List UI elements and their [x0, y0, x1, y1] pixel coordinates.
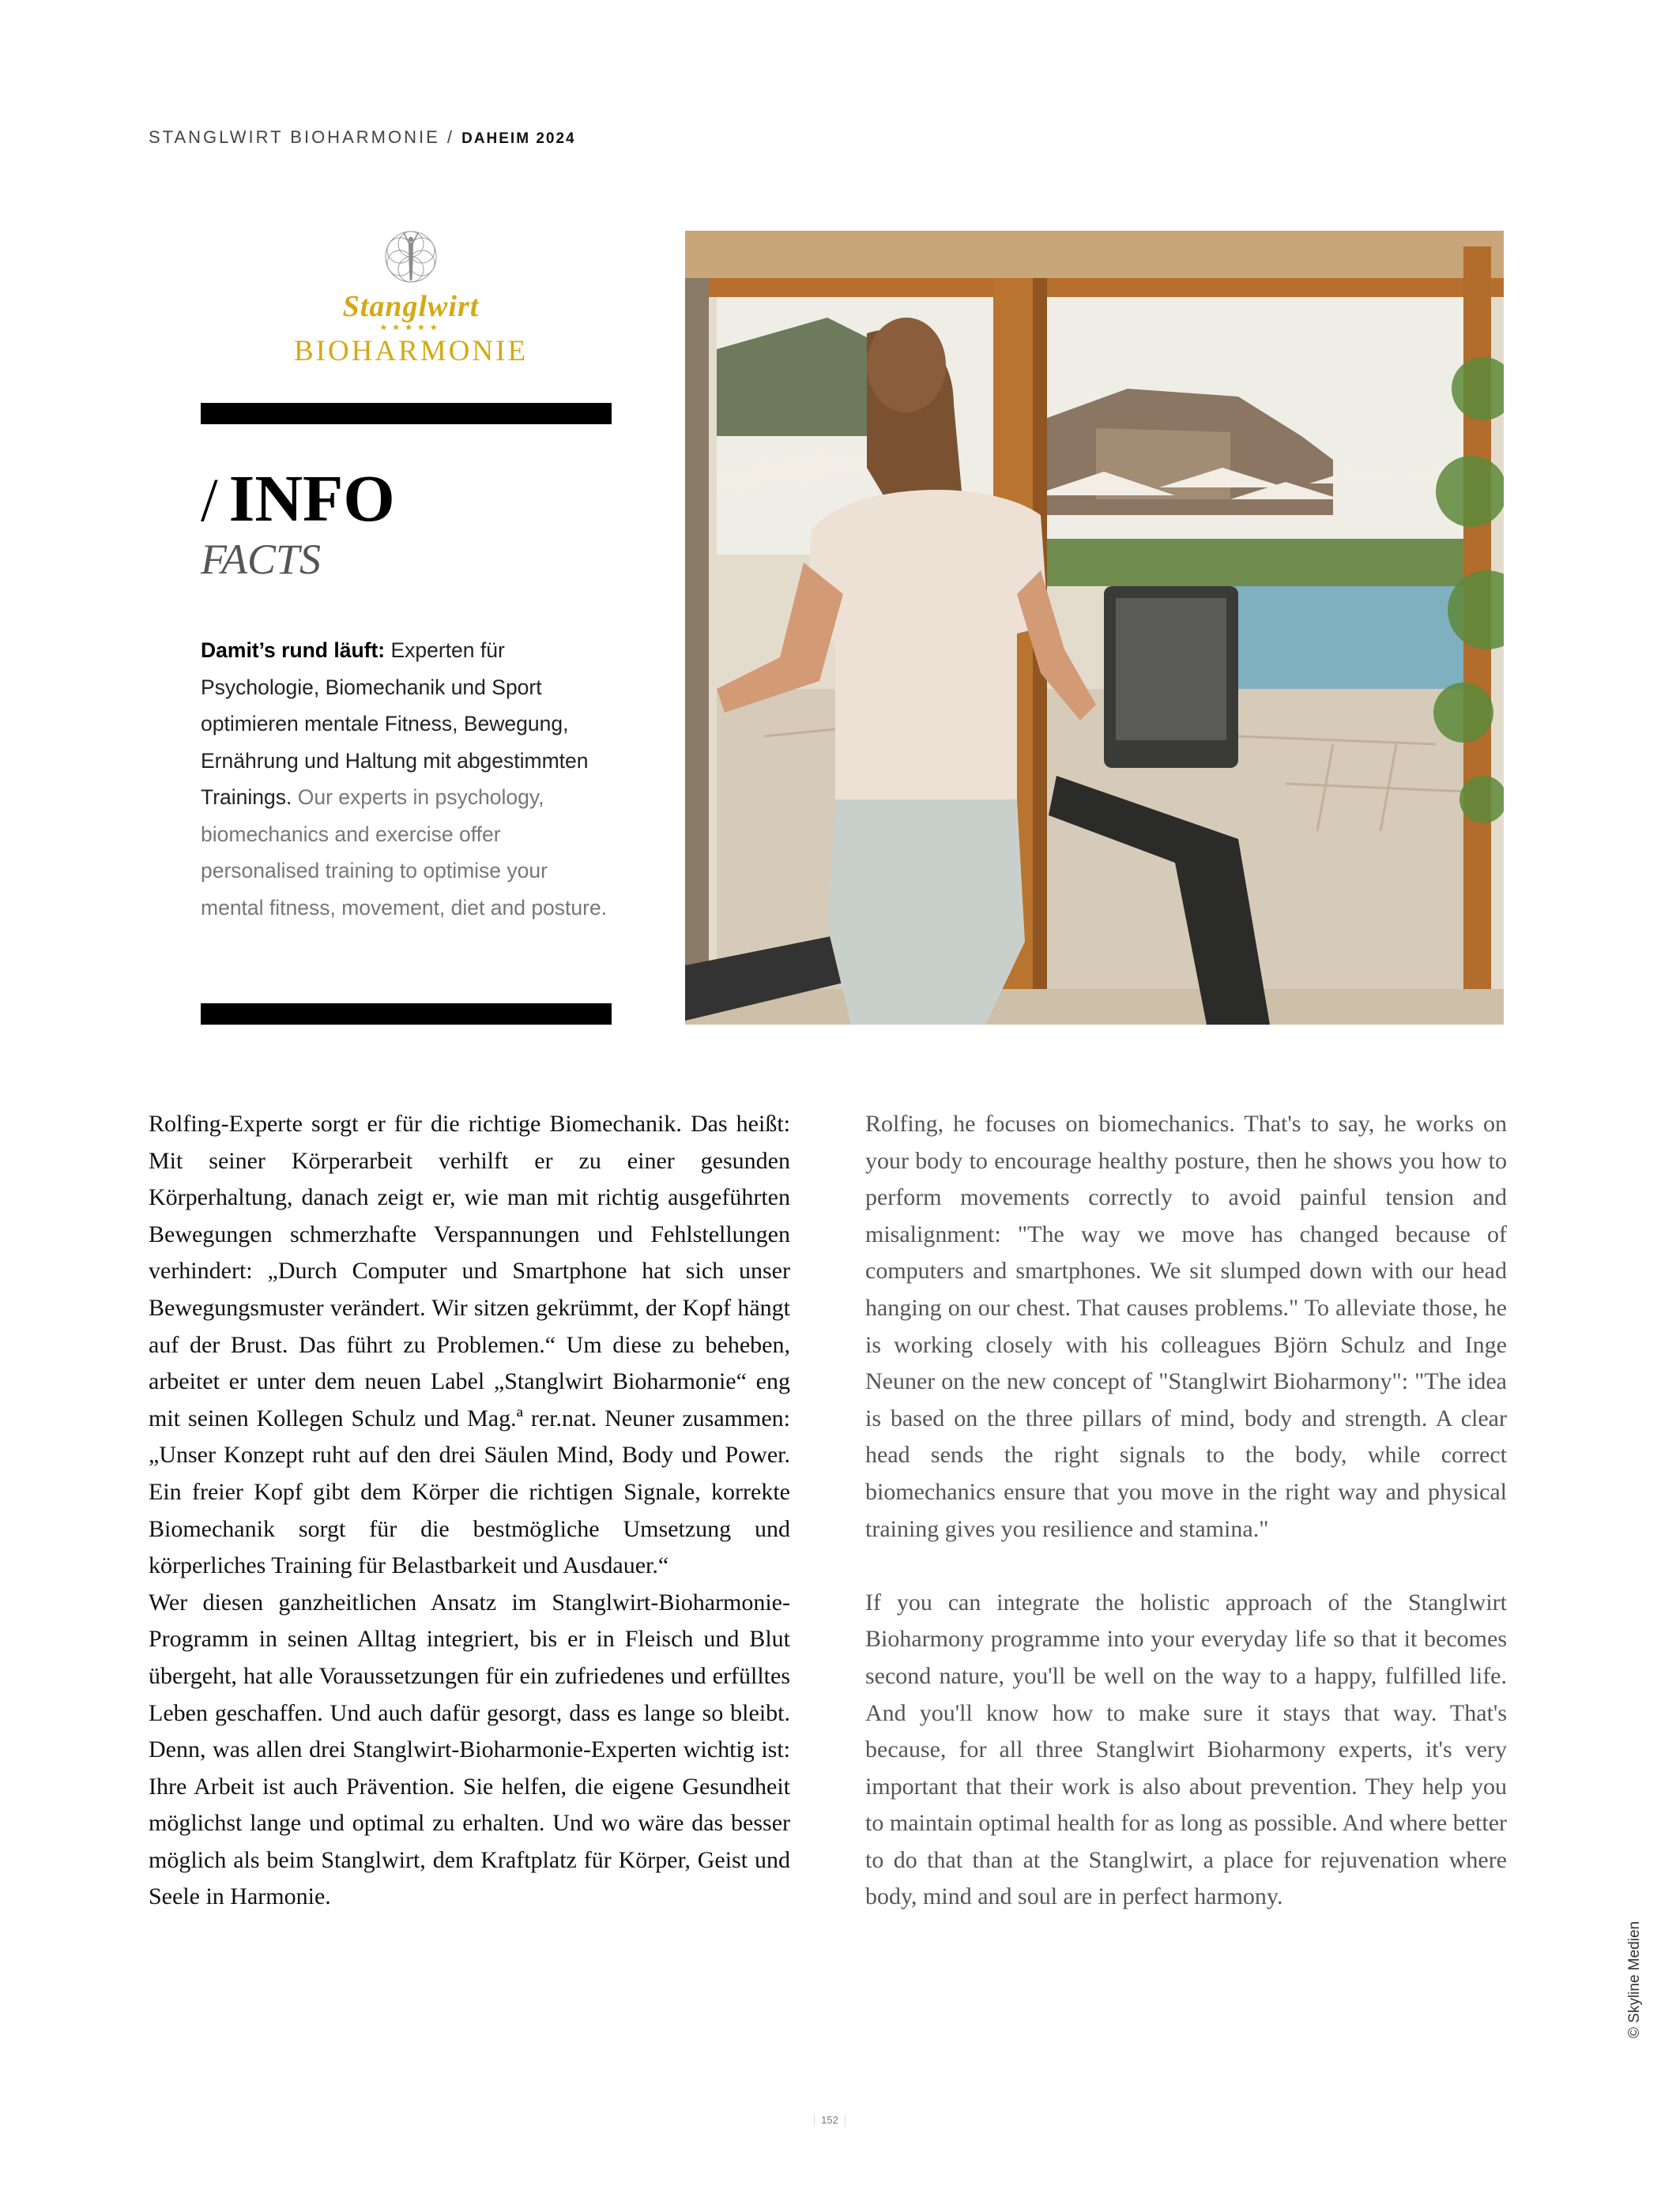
running-head	[149, 127, 576, 148]
logo-wordmark: BIOHARMONIE	[293, 335, 529, 367]
info-title-slash: /	[201, 465, 218, 534]
running-head-section: STANGLWIRT BIOHARMONIE	[149, 127, 440, 147]
article-paragraph-en-2: If you can integrate the holistic approach of the Stanglwirt Bioharmony programme into your everyday life so that it becomes second nature, you'll be well on the way to a happy, fulfilled life. And you'll know how to make sure it stays that way. That's because, for all three Stanglwirt Bioharmony experts, it's very important that their work is also about prevention. They help you to maintain optimal health for as long as possible. And where better to do that than at the Stanglwirt, a place for rejuvenation where body, mind and soul are in perfect harmony.	[865, 1589, 1507, 1910]
photo-illustration	[685, 231, 1504, 1025]
info-title	[201, 462, 395, 536]
stanglwirt-bioharmonie-logo	[269, 229, 553, 371]
info-box-bottom-rule	[201, 1003, 612, 1025]
info-box-top-rule	[201, 403, 612, 424]
info-text-de: Experten für Psychologie, Biomechanik und Sport optimieren mentale Fitness, Bewegung, Ernährung und Haltung mit abgestimmten Trainings.	[201, 638, 589, 809]
logo-stars: ★★★★★	[379, 323, 443, 333]
info-subtitle: FACTS	[201, 536, 322, 583]
info-text-en: Our experts in psychology, biomechanics and exercise offer personalised training to optimise your mental fitness, movement, diet and posture.	[201, 785, 608, 920]
article-paragraph-en-1: Rolfing, he focuses on biomechanics. That's to say, he works on your body to encourage healthy posture, then he shows you how to perform movements correctly to avoid painful tension and misalignment: "The way we move has changed because of computers and smartphones. We sit slumped down with our head hanging on our chest. That causes problems." To alleviate those, he is working closely with his colleagues Björn Schulz and Inge Neuner on the new concept of "Stanglwirt Bioharmony": "The idea is based on the three pillars of mind, body and strength. A clear head sends the right signals to the body, while correct biomechanics ensure that you move in the right way and physical training gives you resilience and stamina."	[865, 1111, 1507, 1542]
logo-script-name: Stanglwirt	[342, 290, 480, 323]
vitruvian-emblem-icon	[383, 229, 439, 284]
article-column-german	[149, 1106, 790, 1916]
article-paragraph-de-1: Rolfing-Experte sorgt er für die richtige Biomechanik. Das heißt: Mit seiner Körperarbeit verhilft er zu einer gesunden Körperhaltung, danach zeigt er, wie man mit richtig ausgeführten Bewegungen schmerzhafte Verspannungen und Fehlstellungen verhindert: „Durch Computer und Smartphone hat sich unser Bewegungsmuster verändert. Wir sitzen gekrümmt, der Kopf hängt auf der Brust. Das führt zu Problemen.“ Um diese zu beheben, arbeitet er unter dem neuen Label „Stanglwirt Bioharmonie“ eng mit seinen Kollegen Schulz und Mag.ª rer.nat. Neuner zusammen: „Unser Konzept ruht auf den drei Säulen Mind, Body und Power. Ein freier Kopf gibt dem Körper die richtigen Signale, korrekte Biomechanik sorgt für die bestmögliche Umsetzung und körperliches Training für Belastbarkeit und Ausdauer.“	[149, 1111, 790, 1579]
info-title-text: INFO	[228, 462, 395, 536]
info-lead: Damit’s rund läuft:	[201, 638, 386, 662]
running-head-issue: DAHEIM 2024	[461, 130, 576, 147]
page-number: 152	[814, 2114, 846, 2127]
article-column-english	[865, 1106, 1507, 1916]
photo-credit: © Skyline Medien	[1626, 1920, 1643, 2038]
running-head-separator: /	[439, 127, 462, 147]
treadmill-photo	[685, 231, 1504, 1025]
info-box-text	[201, 632, 612, 926]
article-paragraph-de-2: Wer diesen ganzheitlichen Ansatz im Stanglwirt-Bioharmonie-Programm in seinen Alltag integriert, bis er in Fleisch und Blut übergeht, hat alle Voraussetzungen für ein zufriedenes und erfülltes Leben geschaffen. Und auch dafür gesorgt, dass es lange so bleibt. Denn, was allen drei Stanglwirt-Bioharmonie-Experten wichtig ist: Ihre Arbeit ist auch Prävention. Sie helfen, die eigene Gesundheit möglichst lange und optimal zu erhalten. Und wo wäre das besser möglich als beim Stanglwirt, dem Kraftplatz für Körper, Geist und Seele in Harmonie.	[149, 1589, 790, 1910]
